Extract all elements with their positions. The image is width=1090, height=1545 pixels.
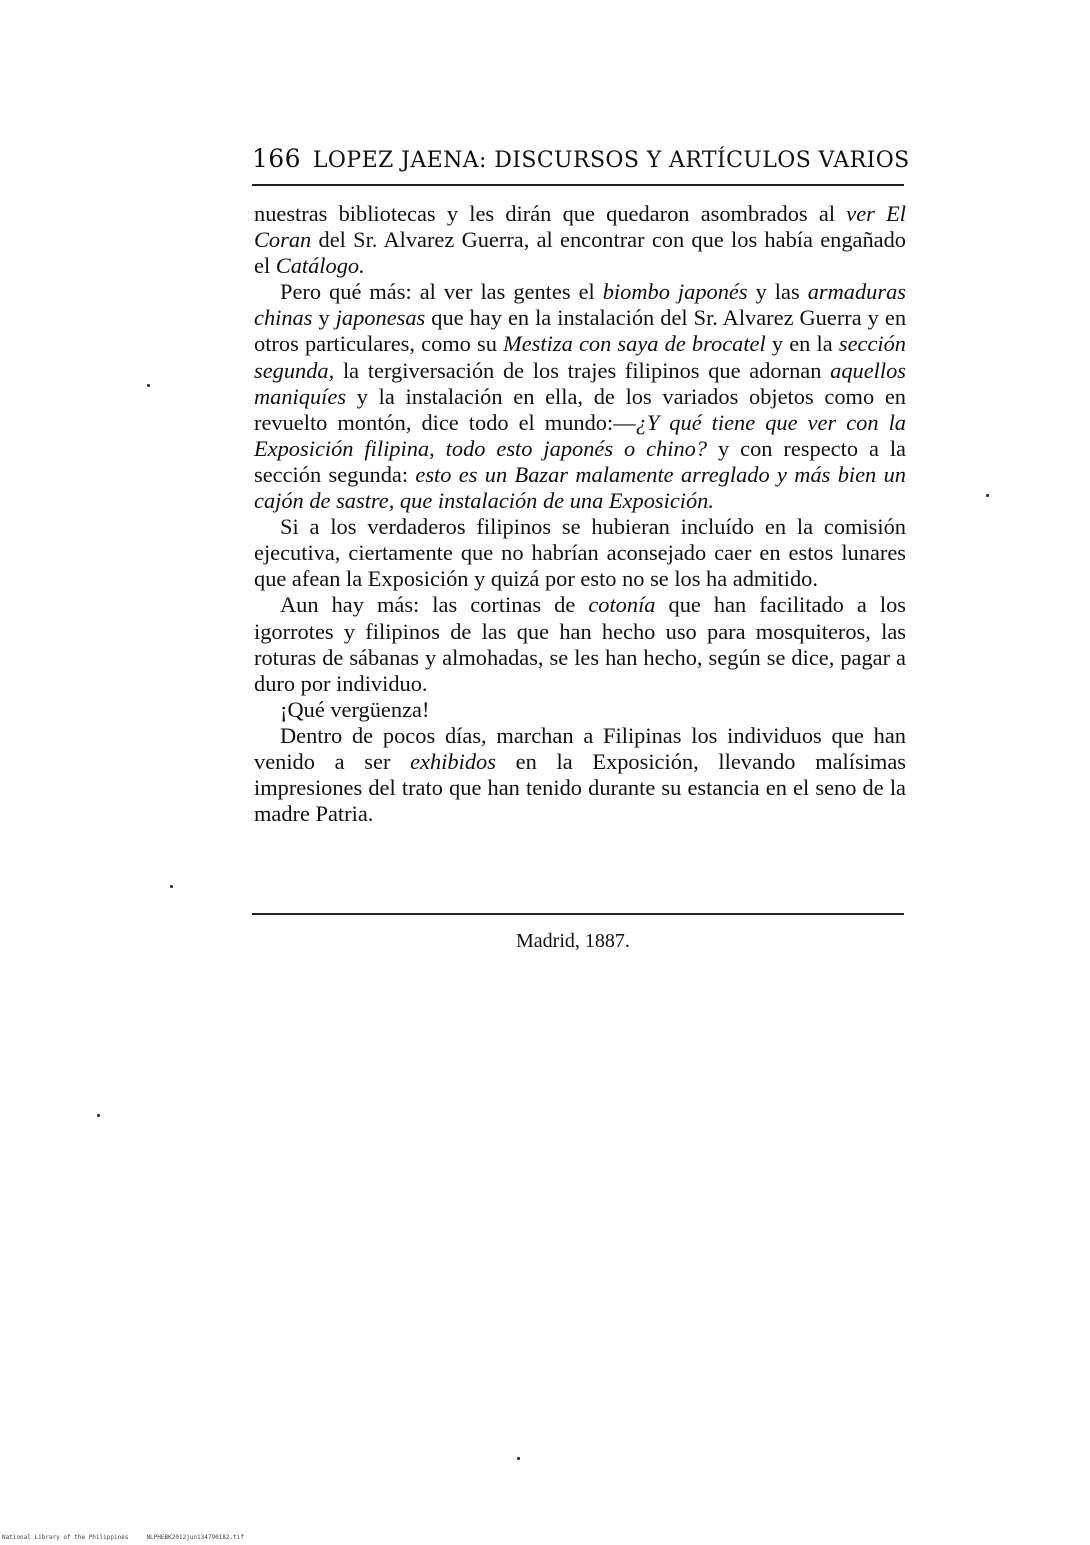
- scan-footer: [2, 1534, 244, 1541]
- scan-speck: [170, 885, 173, 888]
- paragraph: [254, 723, 906, 827]
- text-run: en la Exposición, llevando malísimas impresiones del trato que han tenido durante su estancia en el seno de la madre Patria.: [254, 748, 906, 827]
- running-title: LOPEZ JAENA: DISCURSOS Y ARTÍCULOS VARIOS: [312, 148, 910, 173]
- text-run: Aun hay más: las cortinas de: [280, 592, 589, 618]
- text-run: y las: [747, 279, 808, 305]
- paragraph: [254, 514, 906, 592]
- paragraph: [254, 592, 906, 696]
- dateline: Madrid, 1887.: [516, 930, 630, 952]
- page-number: 166: [252, 144, 301, 173]
- italic-run: esto es un Bazar malamente arreglado y más bien un cajón de sastre, que instalación de una Exposición.: [254, 461, 906, 514]
- text-run: del Sr. Alvarez Guerra, al encontrar con que los había engañado el: [254, 227, 906, 279]
- text-run: que hay en la instalación del Sr. Alvarez Guerra y en otros particulares, como su: [254, 305, 907, 357]
- text-run: la tergiversación de los trajes filipinos que adornan: [334, 357, 831, 383]
- scan-speck: [986, 494, 989, 497]
- italic-run: japonesas: [335, 305, 426, 331]
- footer-library: National Library of the Philippines: [2, 1534, 129, 1541]
- text-run: ¡Qué vergüenza!: [280, 696, 430, 722]
- closing-rule: [252, 913, 904, 915]
- text-run: Dentro de pocos días, marchan a Filipinas los individuos que han venido a ser: [254, 722, 906, 774]
- text-run: y en la: [765, 331, 839, 357]
- body-text: [254, 201, 906, 827]
- paragraph: [254, 201, 906, 279]
- paragraph: [254, 697, 906, 723]
- italic-run: exhibidos: [410, 748, 496, 774]
- paragraph: [254, 279, 906, 514]
- italic-run: Mestiza con saya de brocatel: [503, 331, 766, 357]
- text-run: y: [312, 305, 336, 331]
- italic-run: aquellos maniquíes: [254, 357, 906, 409]
- header-rule: [252, 184, 904, 186]
- scan-speck: [147, 384, 150, 387]
- text-run: nuestras bibliotecas y les dirán que quedaron asombrados al: [254, 201, 847, 226]
- italic-run: ¿Y qué tiene que ver con la Exposición filipina, todo esto japonés o chino?: [254, 409, 906, 461]
- scan-speck: [97, 1114, 100, 1117]
- italic-run: ver El Coran: [254, 201, 906, 253]
- text-run: Si a los verdaderos filipinos se hubieran incluído en la comisión ejecutiva, ciertamente que no habrían aconsejado caer en estos lunares que afean la Exposición y quizá por esto no se los ha admitido.: [254, 514, 906, 592]
- italic-run: cotonía: [588, 592, 656, 618]
- footer-filename: NLPHEBK2012jun134790182.tif: [146, 1534, 244, 1541]
- text-run: y la instalación en ella, de los variados objetos como en revuelto montón, dice todo el mundo:—: [254, 383, 906, 435]
- text-run: que han facilitado a los igorrotes y filipinos de las que han hecho uso para mosquiteros, las roturas de sábanas y almohadas, se les han hecho, según se dice, pagar a duro por individuo.: [254, 592, 906, 696]
- text-run: Pero qué más: al ver las gentes el: [280, 279, 603, 305]
- text-run: y con respecto a la sección segunda:: [254, 435, 906, 487]
- italic-run: Catálogo.: [275, 253, 365, 279]
- italic-run: sección segunda,: [254, 331, 906, 383]
- italic-run: armaduras chinas: [254, 279, 906, 331]
- italic-run: biombo japonés: [602, 279, 748, 305]
- running-header: [252, 144, 910, 173]
- scan-speck: [517, 1457, 520, 1460]
